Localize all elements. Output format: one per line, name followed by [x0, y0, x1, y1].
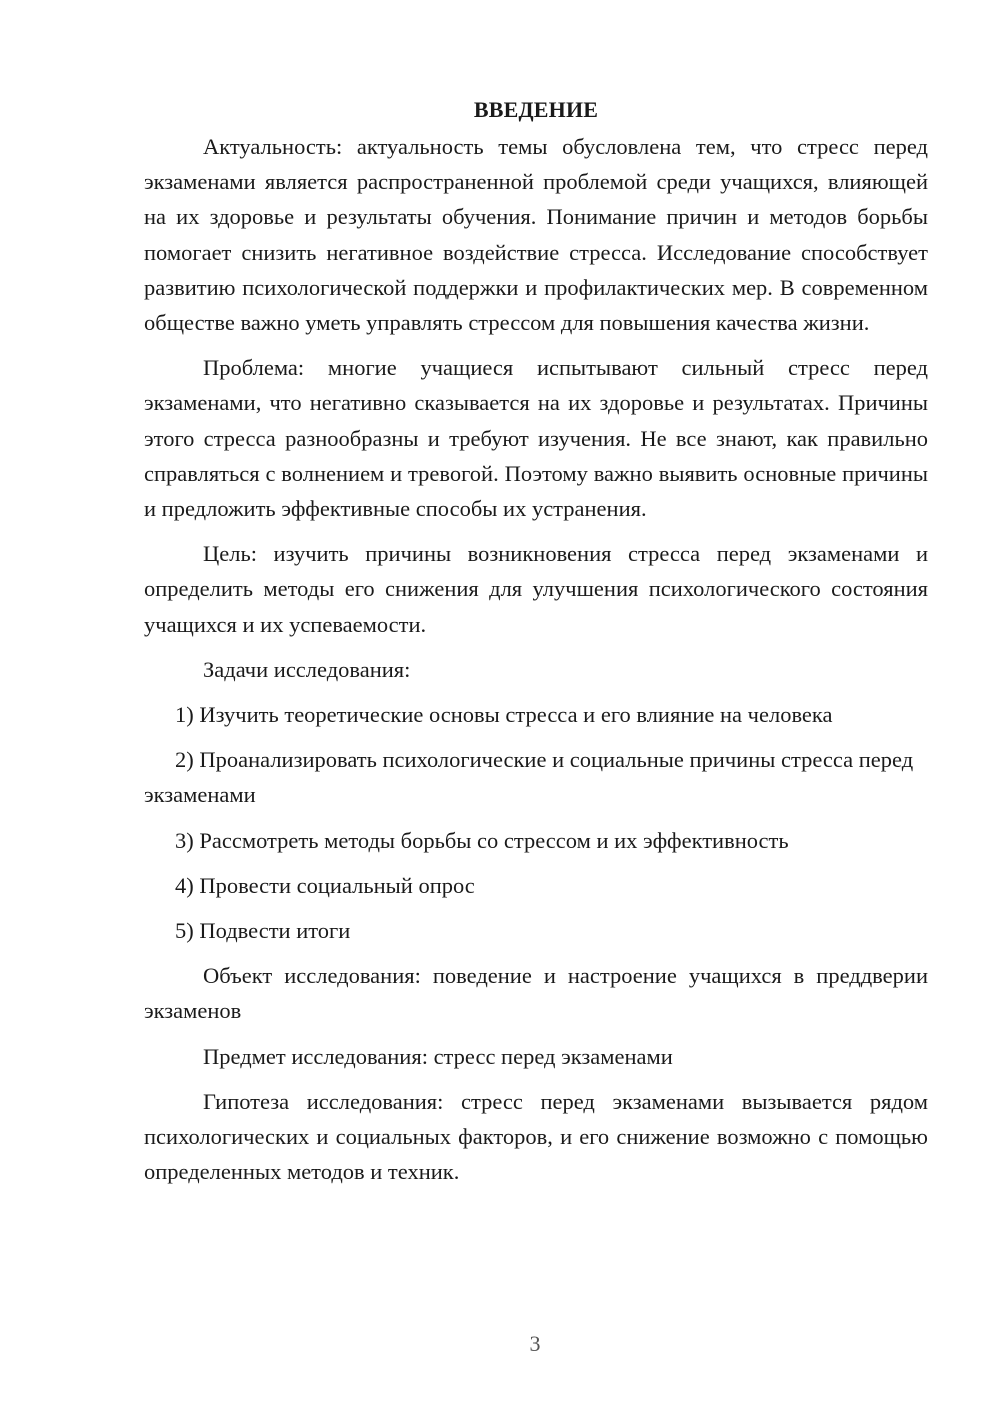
- list-item: 1) Изучить теоретические основы стресса и его влияние на человека: [175, 702, 833, 728]
- paragraph-relevance: Актуальность: актуальность темы обусловлена тем, что стресс перед экзаменами является распространенной проблемой среди учащихся, влияющей на их здоровье и результаты обучения. Понимание причин и методов борьбы помогает снизить негативное воздействие стресса. Исследование способствует развитию психологической поддержки и профилактических мер. В современном обществе важно уметь управлять стрессом для повышения качества жизни.: [144, 134, 928, 336]
- list-item: 2) Проанализировать психологические и социальные причины стресса перед экзаменами: [144, 747, 914, 808]
- paragraph-tasks-heading: Задачи исследования:: [203, 656, 411, 682]
- list-item: 5) Подвести итоги: [175, 918, 351, 944]
- list-item: 3) Рассмотреть методы борьбы со стрессом и их эффективность: [175, 827, 789, 853]
- page-title: ВВЕДЕНИЕ: [473, 97, 599, 122]
- list-item: 4) Провести социальный опрос: [175, 872, 475, 898]
- paragraph-subject: Предмет исследования: стресс перед экзаменами: [203, 1043, 673, 1069]
- paragraph-problem: Проблема: многие учащиеся испытывают сильный стресс перед экзаменами, что негативно сказывается на их здоровье и результатах. Причины этого стресса разнообразны и требуют изучения. Не все знают, как правильно справляться с волнением и тревогой. Поэтому важно выявить основные причины и предложить эффективные способы их устранения.: [144, 355, 928, 522]
- paragraph-goal: Цель: изучить причины возникновения стресса перед экзаменами и определить методы его снижения для улучшения психологического состояния учащихся и их успеваемости.: [144, 541, 928, 637]
- paragraph-hypothesis: Гипотеза исследования: стресс перед экзаменами вызывается рядом психологических и социальных факторов, и его снижение возможно с помощью определенных методов и техник.: [144, 1088, 928, 1185]
- document-page: [144, 92, 928, 1199]
- task-list: [144, 697, 928, 948]
- paragraph-object: Объект исследования: поведение и настроение учащихся в преддверии экзаменов: [144, 963, 928, 1024]
- page-number: 3: [529, 1331, 541, 1356]
